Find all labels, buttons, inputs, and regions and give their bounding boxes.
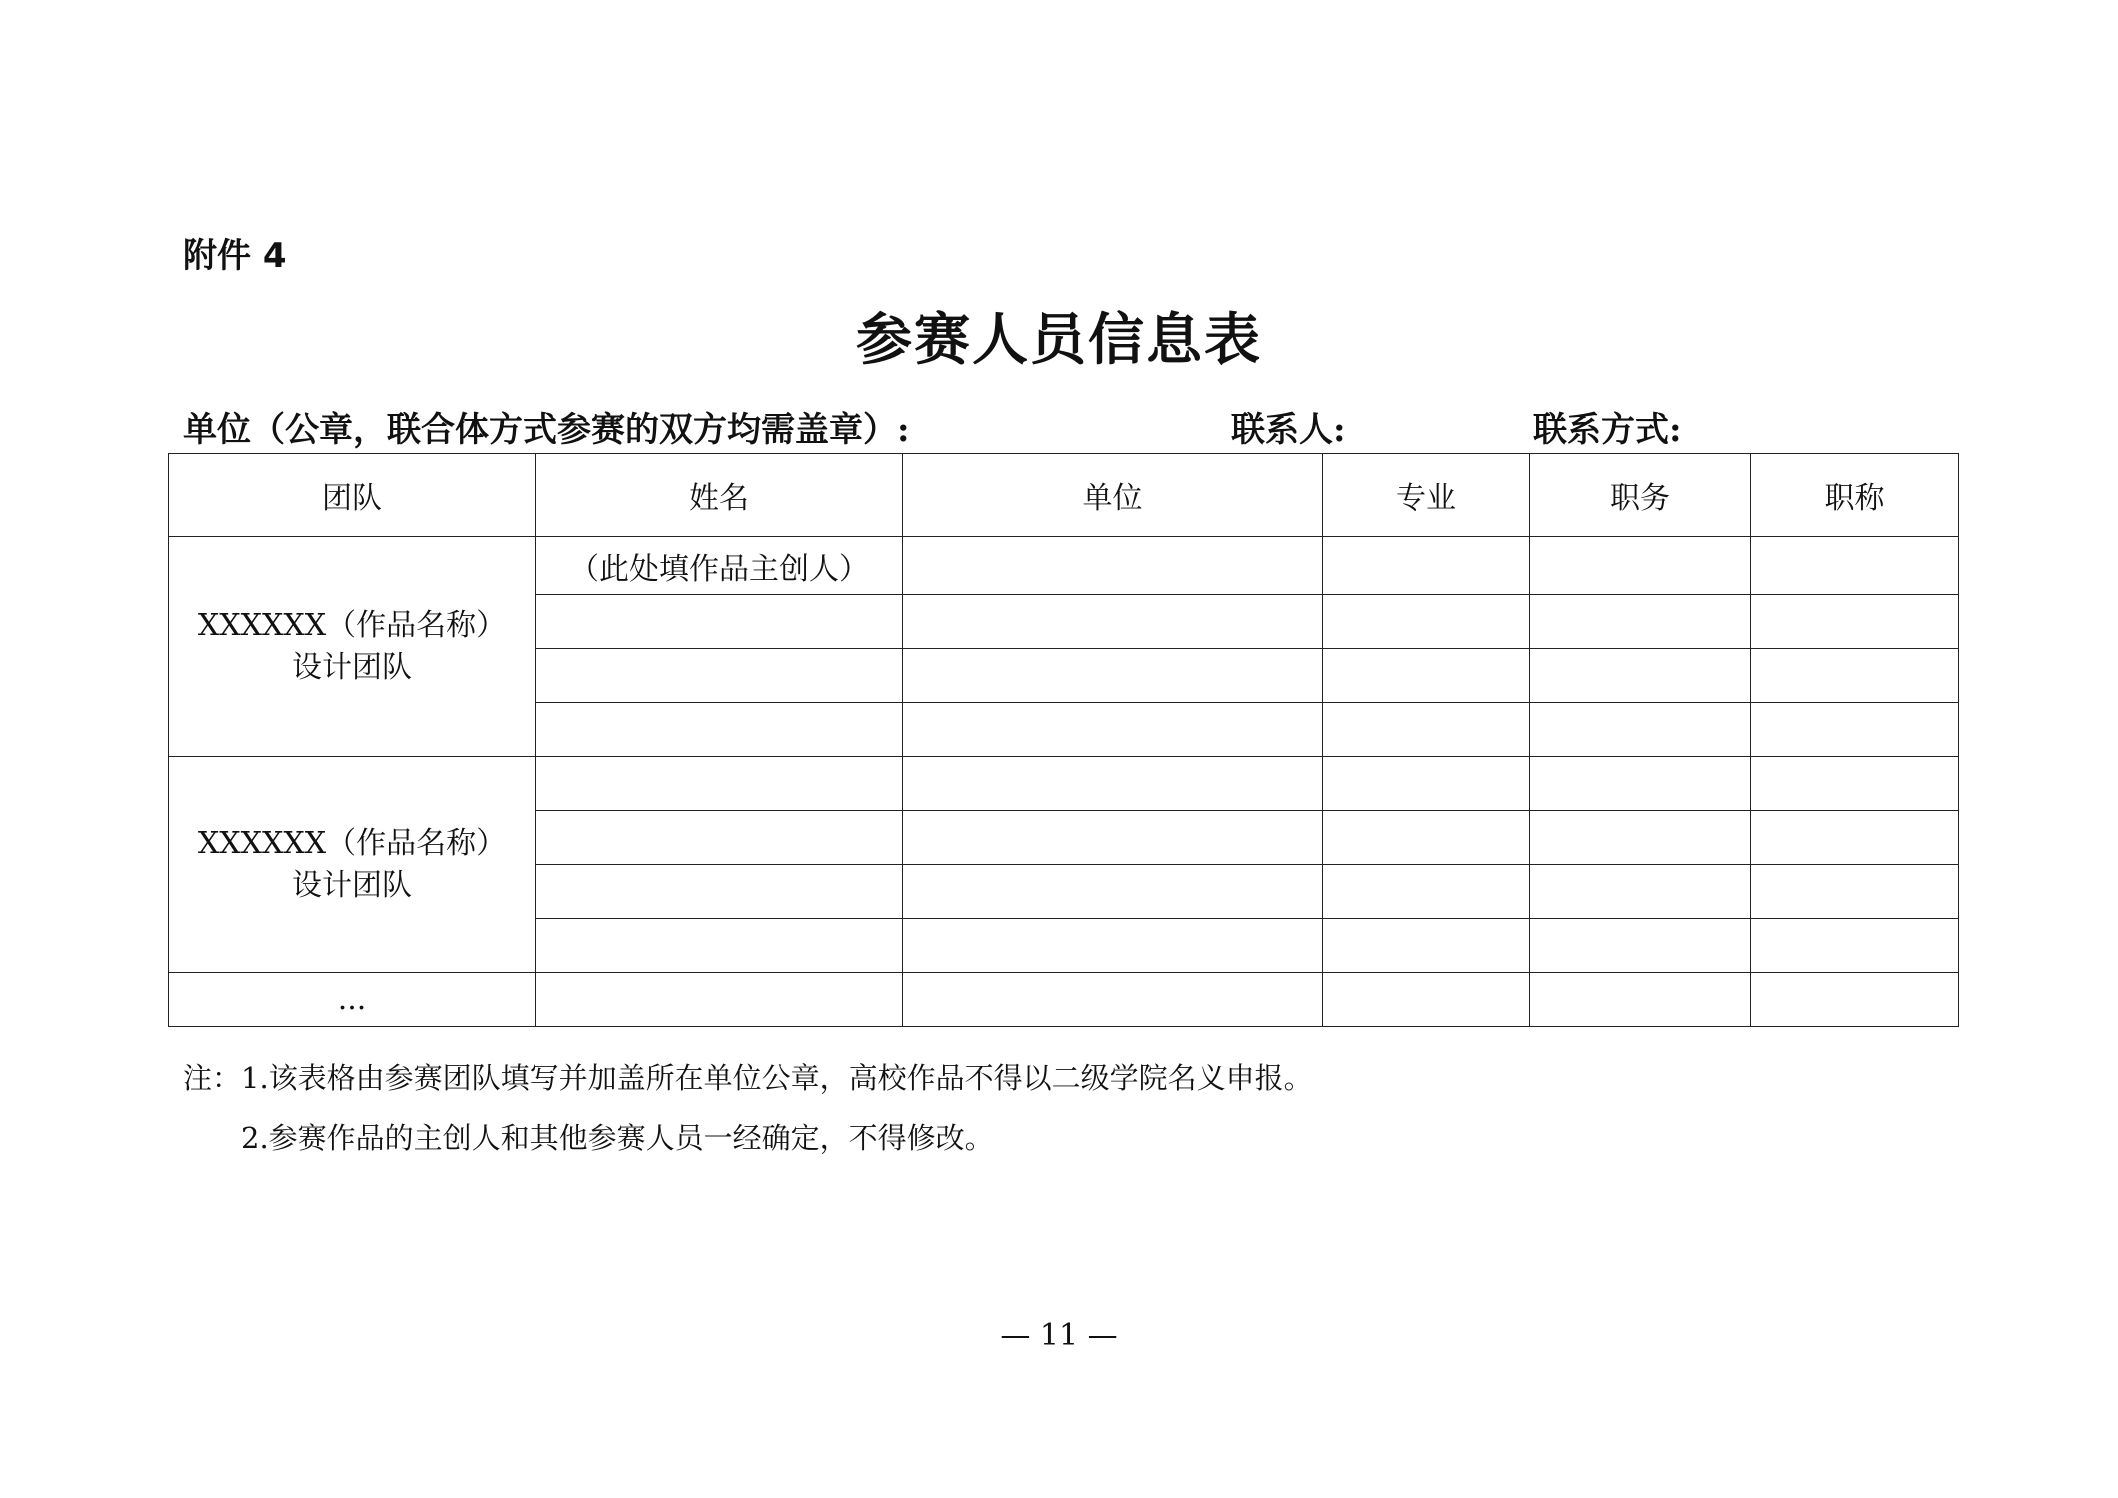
header-team: 团队 (169, 454, 536, 537)
note-line-1: 注：1.该表格由参赛团队填写并加盖所在单位公章，高校作品不得以二级学院名义申报。 (183, 1061, 1313, 1095)
team-cell (169, 757, 536, 973)
title-cell[interactable] (1751, 811, 1959, 865)
title-cell[interactable] (1751, 919, 1959, 973)
contact-method-label: 联系方式: (1533, 410, 1682, 450)
notes (183, 1048, 1313, 1168)
team-suffix: 设计团队 (292, 867, 412, 903)
unit-cell[interactable] (903, 703, 1323, 757)
participant-table (168, 453, 1959, 1027)
major-cell[interactable] (1323, 973, 1530, 1027)
table-row (169, 537, 1959, 595)
team-cell (169, 537, 536, 757)
page-number: — 11 — (1000, 1318, 1118, 1353)
team-suffix: 设计团队 (292, 649, 412, 685)
header-major: 专业 (1323, 454, 1530, 537)
name-cell[interactable] (536, 649, 903, 703)
title-cell[interactable] (1751, 973, 1959, 1027)
name-cell[interactable] (536, 757, 903, 811)
position-cell[interactable] (1530, 811, 1751, 865)
position-cell[interactable] (1530, 865, 1751, 919)
major-cell[interactable] (1323, 649, 1530, 703)
title-cell[interactable] (1751, 537, 1959, 595)
unit-cell[interactable] (903, 973, 1323, 1027)
title-cell[interactable] (1751, 649, 1959, 703)
position-cell[interactable] (1530, 595, 1751, 649)
name-cell[interactable] (536, 595, 903, 649)
header-title: 职称 (1751, 454, 1959, 537)
header-name: 姓名 (536, 454, 903, 537)
title-cell[interactable] (1751, 865, 1959, 919)
info-row (183, 402, 1963, 452)
major-cell[interactable] (1323, 757, 1530, 811)
attachment-label: 附件 4 (183, 236, 287, 276)
header-position: 职务 (1530, 454, 1751, 537)
title-cell[interactable] (1751, 757, 1959, 811)
position-cell[interactable] (1530, 703, 1751, 757)
name-cell[interactable] (536, 703, 903, 757)
position-cell[interactable] (1530, 537, 1751, 595)
major-cell[interactable] (1323, 537, 1530, 595)
unit-cell[interactable] (903, 649, 1323, 703)
unit-cell[interactable] (903, 919, 1323, 973)
team-name: XXXXXX（作品名称） (197, 607, 507, 643)
ellipsis-cell: ... (169, 973, 536, 1027)
unit-cell[interactable] (903, 537, 1323, 595)
note-line-2: 2.参赛作品的主创人和其他参赛人员一经确定，不得修改。 (241, 1121, 994, 1155)
team-name: XXXXXX（作品名称） (197, 825, 507, 861)
unit-cell[interactable] (903, 865, 1323, 919)
table-row (169, 973, 1959, 1027)
page-title: 参赛人员信息表 (856, 307, 1262, 373)
table-header-row (169, 454, 1959, 537)
position-cell[interactable] (1530, 973, 1751, 1027)
position-cell[interactable] (1530, 649, 1751, 703)
major-cell[interactable] (1323, 703, 1530, 757)
major-cell[interactable] (1323, 919, 1530, 973)
contact-person-label: 联系人: (1231, 410, 1346, 450)
position-cell[interactable] (1530, 919, 1751, 973)
major-cell[interactable] (1323, 865, 1530, 919)
header-unit: 单位 (903, 454, 1323, 537)
name-cell[interactable] (536, 919, 903, 973)
unit-cell[interactable] (903, 595, 1323, 649)
name-cell[interactable] (536, 865, 903, 919)
title-cell[interactable] (1751, 703, 1959, 757)
unit-label: 单位（公章，联合体方式参赛的双方均需盖章）: (183, 410, 910, 450)
name-cell[interactable] (536, 973, 903, 1027)
name-cell[interactable]: （此处填作品主创人） (536, 537, 903, 595)
major-cell[interactable] (1323, 811, 1530, 865)
table-row (169, 757, 1959, 811)
title-cell[interactable] (1751, 595, 1959, 649)
position-cell[interactable] (1530, 757, 1751, 811)
name-cell[interactable] (536, 811, 903, 865)
unit-cell[interactable] (903, 757, 1323, 811)
unit-cell[interactable] (903, 811, 1323, 865)
major-cell[interactable] (1323, 595, 1530, 649)
